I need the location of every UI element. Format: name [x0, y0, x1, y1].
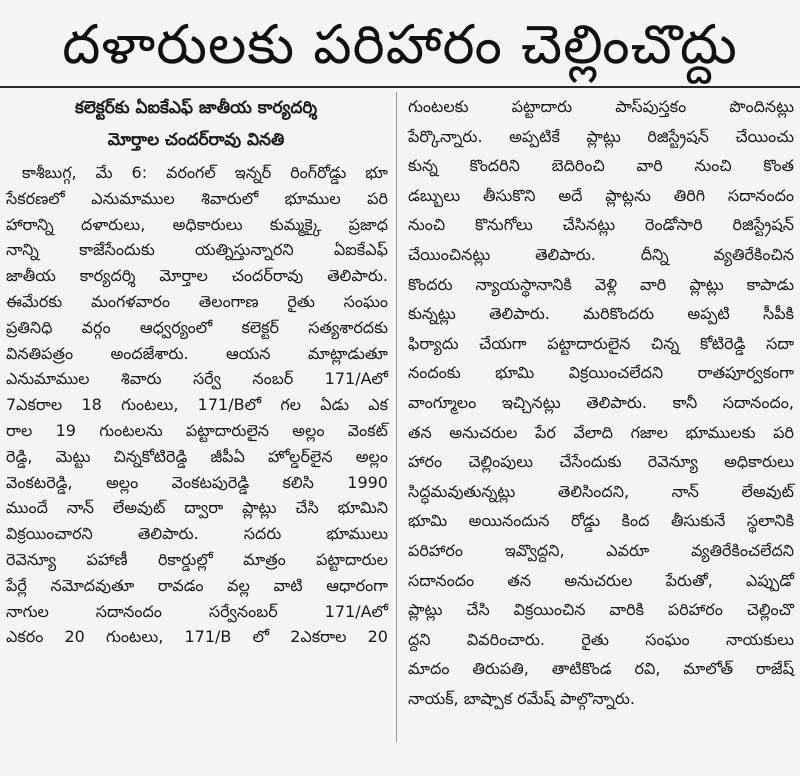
text-line: రెడ్డి, మెట్టు చిన్నకోటిరెడ్డి జీపీఏ హోల్డర్‌లైన అల్లం [6, 446, 388, 466]
text-line: సదానందం తన అనుచరుల పేరుతో, ఎప్పుడో [408, 570, 794, 590]
text-line: సేకరణలో ఎనుమాముల శివారులో భూముల పరి [6, 188, 388, 208]
text-line: ఫిర్యాదు చేయగా పట్టాదారులైన చిన్న కోటిరెడ్డి సదా [408, 333, 794, 353]
text-line: ప్రతినిధి వర్గం ఆధ్వర్యంలో కలెక్టర్ సత్యశారదకు [6, 317, 388, 337]
text-line: కాశీబుగ్గ, మే 6: వరంగల్ ఇన్నర్ రింగ్‌రోడ్డు భూ [22, 163, 388, 182]
article-column-right [402, 92, 798, 772]
text-line: పేర్కొన్నారు. అప్పటికే ప్లాట్లు రిజిస్ట్రేషన్ చేయించు [408, 126, 794, 146]
article-column-left [0, 92, 392, 772]
text-line: గుంటలకు పట్టాదారు పాస్‌పుస్తకం పొందినట్లు [408, 97, 794, 116]
text-line: నుంచి కొనుగోలు చేసినట్లు రెండోసారి రిజిస్ట్రేషన్ [408, 215, 794, 235]
text-line: కున్నట్లు తెలిపారు. మరికొందరు అప్పటి సీపీకి [408, 304, 794, 324]
text-line: మాదం తిరుపతి, తాటికొండ రవి, మాలోత్ రాజేష్ [408, 659, 794, 679]
column-divider [396, 92, 397, 742]
text-line: సిద్ధమవుతున్నట్లు తెలిసిందని, నాన్ లేఅవుట్ [408, 481, 794, 501]
text-line: డబ్బులు తీసుకొని అదే ప్లాట్లను తిరిగి సదానందం [408, 185, 794, 205]
text-line: వాంగ్మూలం ఇచ్చినట్లు తెలిపారు. కానీ సదానందం, [408, 392, 794, 412]
text-line: చేయించినట్లు తెలిపారు. దీన్ని వ్యతిరేకించిన [408, 244, 794, 264]
text-line: నాన్ని కాజేసేందుకు యత్నిస్తున్నారని ఏఐకేఎఫ్ [6, 240, 388, 260]
text-line: ఈమేరకు మంగళవారం తెలంగాణ రైతు సంఘం [6, 291, 388, 311]
text-line: ఎనుమాముల శివారు సర్వే నంబర్ 171/Aలో [6, 369, 388, 389]
text-line: నాయక్, బాష్పాక రమేష్ పాల్గొన్నారు. [408, 688, 635, 708]
text-line: కొందరు న్యాయస్థానానికి వెళ్లి వారి ప్లాట్లు కాపాడు [408, 274, 794, 294]
text-line: ద్దని వివరించారు. రైతు సంఘం నాయకులు [408, 629, 794, 649]
text-line: రాల 19 గుంటలను పట్టాదారులైన అల్లం వెంకట్ [6, 420, 388, 440]
text-line: ఎకరం 20 గుంటలు, 171/B లో 2ఎకరాల 20 [6, 627, 388, 647]
headline-rule [0, 86, 800, 88]
subheadline [4, 92, 388, 156]
text-line: పరిహారం ఇవ్వొద్దని, ఎవరూ వ్యతిరేకించలేదని [408, 540, 794, 560]
text-line: ప్లాట్లు చేసి విక్రయించిన వారికి పరిహారం చెల్లించొ [408, 600, 794, 620]
text-line: హారం చెల్లింపులు చేసేందుకు రెవెన్యూ అధికారులు [408, 452, 794, 472]
text-line: 7ఎకరాల 18 గుంటలు, 171/Bలో గల ఏడు ఎక [6, 395, 388, 415]
text-line: తన అనుచరుల పేర వేలాది గజాల భూములకు పరి [408, 422, 794, 442]
text-line: రెవెన్యూ పహాణీ రికార్డుల్లో మాత్రం పట్టాదారుల [6, 549, 388, 569]
text-line: విక్రయించారని తెలిపారు. సదరు భూములు [6, 524, 388, 544]
text-line: హారాన్ని దళారులు, అధికారులు కుమ్మక్కై ప్రజాధ [6, 214, 388, 234]
subheadline-line: కలెక్టర్‌కు ఏఐకేఎఫ్ జాతీయ కార్యదర్శి [74, 98, 318, 118]
text-line: నందంకు భూమి విక్రయించలేదని రాతపూర్వకంగా [408, 363, 794, 383]
text-line: భూమి అయినందున రోడ్డు కింద తీసుకునే స్థలానికి [408, 511, 794, 531]
text-line: నాగుల సదానందం సర్వేనంబర్ 171/Aలో [6, 601, 388, 621]
headline: దళారులకు పరిహారం చెల్లించొద్దు [62, 13, 738, 76]
text-line: జాతీయ కార్యదర్శి మోర్తాల చందర్‌రావు తెలిపారు. [6, 266, 388, 286]
text-line: వెంకటరెడ్డి, అల్లం వెంకటపురెడ్డి కలిసి 1990 [6, 472, 388, 492]
text-line: ముందే నాన్ లేఅవుట్ ద్వారా ప్లాట్లు చేసి భూమిని [6, 498, 388, 518]
subheadline-line: మోర్తాల చందర్‌రావు వినతి [107, 130, 285, 150]
text-line: కున్న కొందరిని బెదిరించి వారి నుంచి కొంత [408, 156, 794, 176]
text-line: పేర్లే నమోదవుతూ రావడం వల్ల వాటి ఆధారంగా [6, 575, 388, 595]
text-line: వినతిపత్రం అందజేశారు. ఆయన మాట్లాడుతూ [6, 343, 388, 363]
